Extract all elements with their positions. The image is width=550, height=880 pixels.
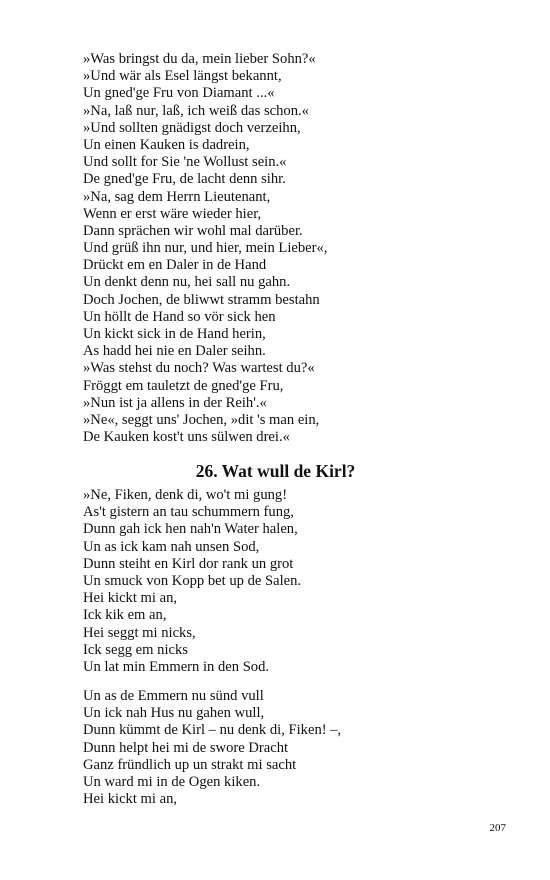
verse-line: »Was stehst du noch? Was wartest du?« xyxy=(83,360,315,377)
verse-line: »Na, sag dem Herrn Lieutenant, xyxy=(83,188,271,205)
verse-line: Doch Jochen, de bliwwt stramm bestahn xyxy=(83,291,320,308)
verse-line: Dann sprächen wir wohl mal darüber. xyxy=(83,222,303,239)
verse-line: Un höllt de Hand so vör sick hen xyxy=(83,308,276,325)
verse-line: »Und wär als Esel längst bekannt, xyxy=(83,68,282,85)
verse-line: Dunn gah ick hen nah'n Water halen, xyxy=(83,521,298,538)
verse-line: Un denkt denn nu, hei sall nu gahn. xyxy=(83,274,291,291)
verse-line: Wenn er erst wäre wieder hier, xyxy=(83,205,262,222)
verse-line: Un gned'ge Fru von Diamant ...« xyxy=(83,85,275,102)
verse-line: Dunn helpt hei mi de swore Dracht xyxy=(83,739,289,756)
verse-line: Und grüß ihn nur, und hier, mein Lieber«, xyxy=(83,240,328,257)
verse-line: Und sollt for Sie 'ne Wollust sein.« xyxy=(83,154,287,171)
verse-line: Un lat min Emmern in den Sod. xyxy=(83,658,270,675)
verse-line: Hei kickt mi an, xyxy=(83,590,178,607)
poem-stanza-2 xyxy=(83,688,503,808)
verse-line: Un kickt sick in de Hand herin, xyxy=(83,326,266,342)
poem-continuation xyxy=(83,51,503,446)
verse-line: Ick segg em nicks xyxy=(83,641,188,658)
verse-line: De gned'ge Fru, de lacht denn sihr. xyxy=(83,171,286,188)
verse-line: »Und sollten gnädigst doch verzeihn, xyxy=(83,119,301,136)
verse-line: Un as ick kam nah unsen Sod, xyxy=(83,538,260,555)
poem-stanza-1 xyxy=(83,487,503,676)
verse-line: Dunn steiht en Kirl dor rank un grot xyxy=(83,555,294,572)
verse-line: Fröggt em tauletzt de gned'ge Fru, xyxy=(83,377,284,394)
verse-line: Drückt em en Daler in de Hand xyxy=(83,257,267,274)
verse-line: De Kauken kost't uns sülwen drei.« xyxy=(83,429,290,446)
verse-line: Un ick nah Hus nu gahen wull, xyxy=(83,705,265,722)
verse-line: As't gistern an tau schummern fung, xyxy=(83,504,294,521)
verse-line: Un smuck von Kopp bet up de Salen. xyxy=(83,572,302,589)
verse-line: Hei seggt mi nicks, xyxy=(83,624,196,641)
verse-line: Un ward mi in de Ogen kiken. xyxy=(83,773,261,790)
verse-line: As hadd hei nie en Daler seihn. xyxy=(83,343,266,360)
poem-heading: 26. Wat wull de Kirl? xyxy=(195,461,356,481)
verse-line: Ganz fründlich up un strakt mi sacht xyxy=(83,756,297,773)
page-number: 207 xyxy=(489,822,506,834)
verse-line: Un einen Kauken is dadrein, xyxy=(83,136,250,153)
verse-line: »Ne«, seggt uns' Jochen, »dit 's man ein, xyxy=(83,411,320,428)
verse-line: »Ne, Fiken, denk di, wo't mi gung! xyxy=(83,487,288,503)
verse-line: Un as de Emmern nu sünd vull xyxy=(83,688,264,704)
verse-line: »Was bringst du da, mein lieber Sohn?« xyxy=(83,51,316,67)
verse-line: Hei kickt mi an, xyxy=(83,791,178,808)
verse-line: »Na, laß nur, laß, ich weiß das schon.« xyxy=(83,102,309,119)
verse-line: »Nun ist ja allens in der Reih'.« xyxy=(83,394,267,411)
verse-line: Ick kik em an, xyxy=(83,607,167,624)
verse-line: Dunn kümmt de Kirl – nu denk di, Fiken! –, xyxy=(83,722,342,739)
